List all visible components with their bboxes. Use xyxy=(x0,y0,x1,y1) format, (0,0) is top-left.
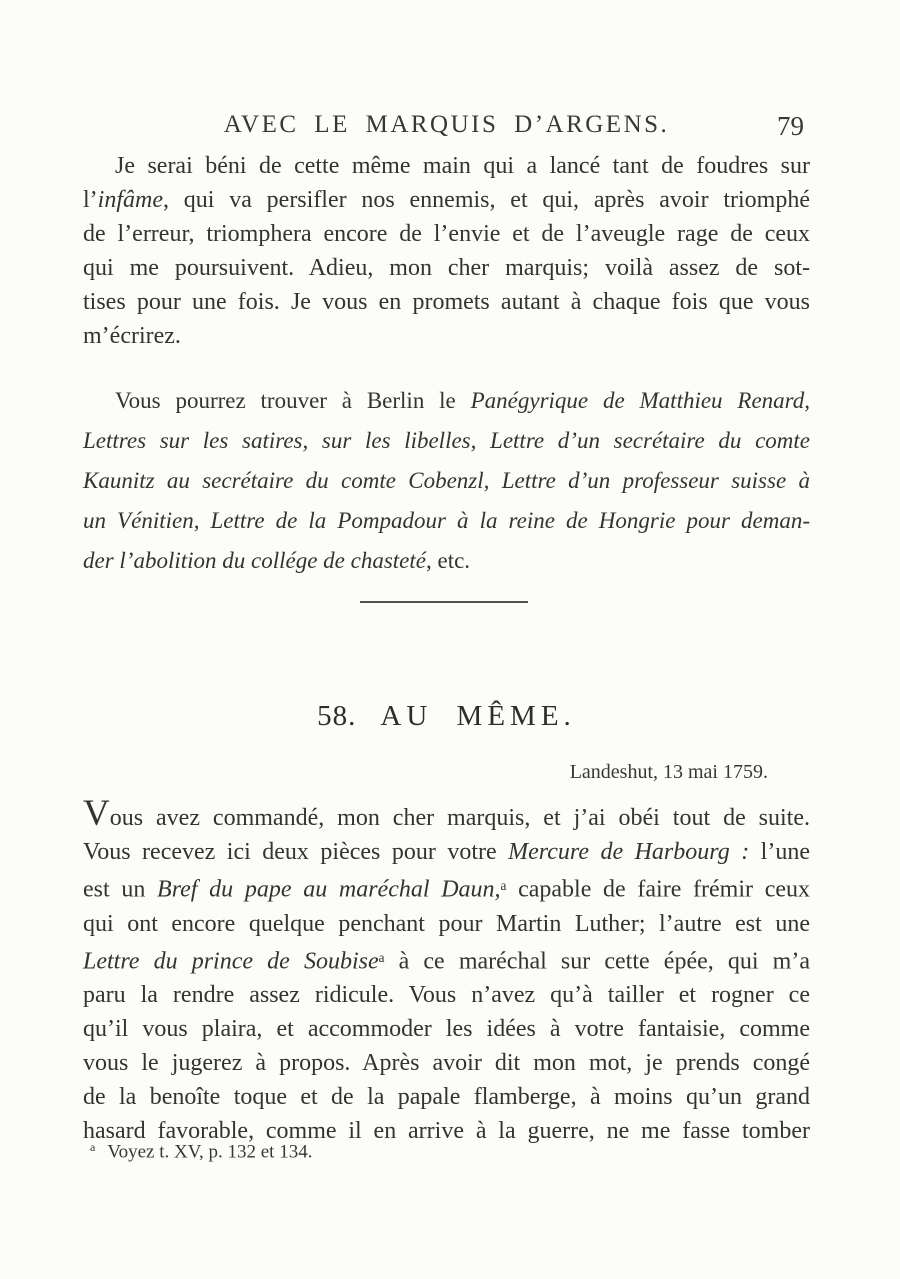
text-line xyxy=(83,501,810,541)
paragraph-letter-body xyxy=(83,793,810,1148)
text-line xyxy=(83,793,810,835)
text-line xyxy=(83,541,810,581)
text-segment-rm: , qui va persifler nos ennemis, et qui, après avoir triomphé xyxy=(163,187,810,213)
text-segment-rm: est un xyxy=(83,876,158,903)
text-segment-it: Bref du pape au maréchal Daun, xyxy=(157,876,501,903)
text-line xyxy=(83,1046,810,1080)
paragraph-pamphlets xyxy=(83,381,810,581)
text-segment-rm: qu’il vous plaira, et accommoder les idées à votre fantaisie, comme xyxy=(83,1016,810,1043)
footnote-text: Voyez t. XV, p. 132 et 134. xyxy=(107,1141,313,1163)
text-line xyxy=(83,217,810,251)
text-segment-rm: m’écrirez. xyxy=(83,323,181,349)
footnote-marker: a xyxy=(90,1140,96,1154)
text-segment-it: Kaunitz au secrétaire du comte Cobenzl, Lettre d’un professeur suisse à xyxy=(83,468,810,493)
text-line xyxy=(83,461,810,501)
text-segment-rm: tises pour une fois. Je vous en promets autant à chaque fois que vous xyxy=(83,289,810,315)
text-segment-rm: qui ont encore quelque penchant pour Martin Luther; l’autre est une xyxy=(83,910,810,937)
letter-dateline: Landeshut, 13 mai 1759. xyxy=(569,761,768,783)
text-segment-it: Lettres sur les satires, sur les libelles, Lettre d’un secrétaire du comte xyxy=(83,428,810,453)
text-segment-it: Mercure de Harbourg : xyxy=(508,839,750,865)
text-segment-rm: ous avez commandé, mon cher marquis, et j’ai obéi tout de suite. xyxy=(109,805,810,831)
footnote xyxy=(90,1140,312,1164)
text-line xyxy=(83,907,810,941)
text-line xyxy=(83,1012,810,1046)
text-segment-initial: V xyxy=(83,793,110,834)
text-line xyxy=(83,978,810,1012)
text-line xyxy=(83,319,810,353)
text-segment-it: un Vénitien, Lettre de la Pompadour à la reine de Hongrie pour deman- xyxy=(83,508,810,533)
text-segment-it: Panégyrique de Matthieu Renard, xyxy=(470,388,811,413)
section-separator-rule xyxy=(360,601,528,603)
text-line xyxy=(83,941,810,979)
letter-heading xyxy=(83,700,810,733)
text-line xyxy=(83,1080,810,1114)
text-segment-rm: à ce maréchal sur cette épée, qui m’a xyxy=(384,948,810,975)
text-segment-sup: a xyxy=(378,949,385,965)
text-segment-rm: hasard favorable, comme il en arrive à la guerre, ne me fasse tomber xyxy=(83,1118,810,1145)
text-line xyxy=(83,251,810,285)
text-line xyxy=(83,835,810,869)
text-segment-rm: Je serai béni de cette même main qui a lancé tant de foudres sur xyxy=(115,153,810,179)
text-line xyxy=(83,381,810,421)
page-number: 79 xyxy=(777,111,804,141)
text-segment-rm: , etc. xyxy=(426,548,471,573)
paragraph-benediction xyxy=(83,149,810,353)
text-line xyxy=(83,149,810,183)
text-segment-it: der l’abolition du collége de chasteté xyxy=(83,548,426,573)
text-segment-rm: paru la rendre assez ridicule. Vous n’avez qu’à tailler et rogner ce xyxy=(83,982,810,1009)
letter-title: AU MÊME. xyxy=(380,700,576,732)
text-line xyxy=(83,285,810,319)
letter-number: 58. xyxy=(317,700,357,732)
text-segment-rm: vous le jugerez à propos. Après avoir dit mon mot, je prends congé xyxy=(83,1050,810,1077)
text-segment-rm: Vous pourrez trouver à Berlin le xyxy=(115,388,471,413)
text-line xyxy=(83,183,810,217)
text-line xyxy=(83,421,810,461)
text-segment-it: infâme xyxy=(97,187,163,213)
text-segment-it: Lettre du prince de Soubise xyxy=(83,948,379,975)
text-segment-rm: l’une xyxy=(749,839,810,865)
text-segment-rm: Vous recevez ici deux pièces pour votre xyxy=(83,839,509,865)
running-header-title: AVEC LE MARQUIS D’ARGENS. xyxy=(223,111,670,138)
text-line xyxy=(83,869,810,907)
text-segment-sup: a xyxy=(500,878,507,893)
text-segment-rm: de la benoîte toque et de la papale flamberge, à moins qu’un grand xyxy=(83,1084,810,1111)
text-segment-rm: l’ xyxy=(83,187,98,213)
text-segment-rm: capable de faire frémir ceux xyxy=(506,876,810,903)
text-segment-rm: de l’erreur, triomphera encore de l’envie et de l’aveugle rage de ceux xyxy=(83,221,810,247)
text-segment-rm: qui me poursuivent. Adieu, mon cher marquis; voilà assez de sot- xyxy=(83,255,810,281)
